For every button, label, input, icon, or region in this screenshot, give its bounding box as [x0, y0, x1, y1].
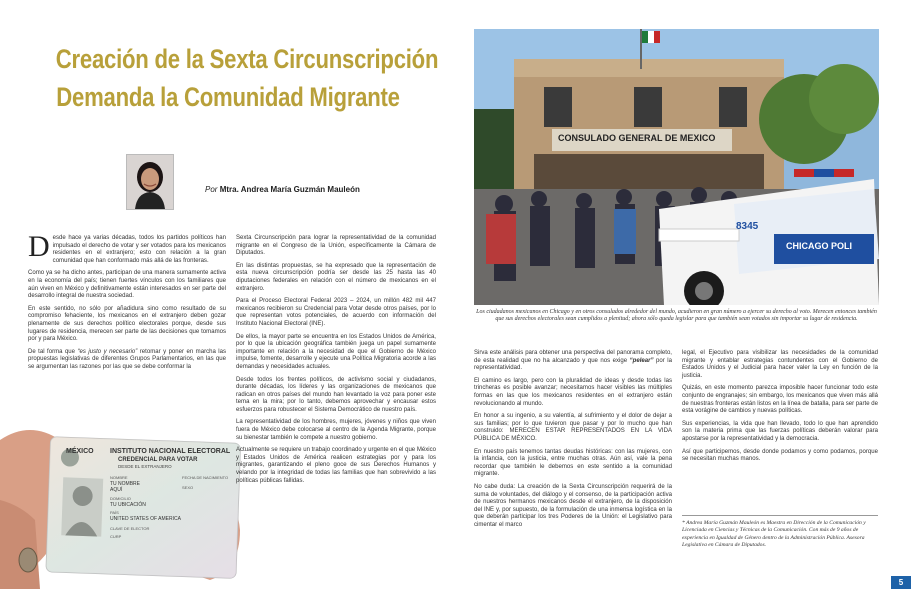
col1-p4-rest: retomar y poner en marcha las propuestas legislativas de diferentes Grupos Parlamentarios, en las que se argumentan las razones por las que se debe conformar la — [28, 348, 227, 370]
col2-paragraph-5: Desde todos los frentes políticos, de activismo social y ciudadanos, durante décadas, los líderes y las organizaciones de mexicanos que radican en otros países del mundo han levantado la voz para poner este tema en la mira; por lo tanto, debemos aprovechar y encausar estos esfuerzos para robustecer el Sistema Democrático de nuestro país. — [236, 376, 436, 413]
police-number: 8345 — [736, 221, 759, 232]
col2-paragraph-4: De ellos, la mayor parte se encuentra en los Estados Unidos de América, por lo que la ubicación geográfica también juega un papel sumamente importante en relación a la necesidad de que el Gobierno de México impulse, fomente, desarrolle y ejecute una Política Migratoria acorde a las demandas y necesidades actuales. — [236, 333, 436, 370]
police-text: CHICAGO POLI — [786, 241, 853, 251]
author-bio: * Andrea María Guzmán Mauleón es Maestra en Dirección de la Comunicación y Licenciada en Ciencias y Técnicas de la Comunicación. Con más de 9 años de experiencia en Igualdad de Género dentro de la Administración Pública. Asesora Legislativa en Cámara de Diputados. — [682, 520, 866, 548]
col1-p4-text: De tal forma que — [28, 348, 76, 355]
col2-paragraph-2: En las distintas propuestas, se ha expresado que la representación de esta nueva circunscripción podría ser desde las 25 hasta las 40 diputaciones federales en relación con el número de mexicanos en el extranjero. — [236, 262, 436, 292]
col3-p1-rest: por la representatividad. — [474, 357, 672, 372]
card-doc-sub: DESDE EL EXTRANJERO — [118, 464, 172, 469]
col1-paragraph-4 — [28, 349, 226, 372]
id-card-image — [0, 380, 250, 589]
col1-paragraph-1 — [28, 230, 226, 265]
consulate-sign: CONSULADO GENERAL DE MEXICO — [558, 133, 716, 143]
photo-caption: Los ciudadanos mexicanos en Chicago y en otros consulados alrededor del mundo, acudieron en gran número a ejercer su derecho al voto. Merecen entonces también que sus derechos electorales sean cumplidos a plenitud; ahora sólo queda legislar para que también sean votados sin importar su lugar de residencia. — [476, 309, 877, 323]
card-label-country: PAÍS — [110, 510, 119, 515]
col4-paragraph-1: legal, el Ejecutivo para visibilizar las necesidades de la comunidad migrante y entablar estrategias contundentes con el Gobierno de Estados Unidos y el Judicial para hacer valer la Ley en función de la justicia. — [682, 350, 878, 379]
col1-paragraph-3: En este sentido, no sólo por añadidura sino como resultado de su compromiso fehaciente, los mexicanos en el extranjero deben gozar plenamente de sus derechos político electorales porque, desde sus lugares de residencia, merecen ser parte de las decisiones que tomamos por y para México. — [28, 305, 226, 343]
card-doc-type: CREDENCIAL PARA VOTAR — [118, 457, 198, 463]
card-label-birth: FECHA DE NACIMIENTO — [182, 475, 229, 480]
card-label-name: NOMBRE — [110, 475, 128, 480]
card-country: MÉXICO — [66, 448, 94, 455]
col3-paragraph-3: En honor a su ingenio, a su valentía, al sufrimiento y el dolor de dejar a sus familias; por lo que tuvieron que pasar y por lo mucho que han construido: MERECEN ESTAR REPRESENTADOS EN LA VIDA PÚBLICA DE MÉXICO. — [474, 413, 672, 442]
col3-paragraph-2: El camino es largo, pero con la pluralidad de ideas y desde todas las trincheras es posible avanzar; necesitamos hacer visibles las múltiples formas en las que los mexicanos residentes en el extranjero están revolucionando al mundo. — [474, 377, 672, 407]
author-photo — [126, 154, 174, 210]
card-label-curp: CURP — [110, 534, 122, 539]
card-surname-1: TU NOMBRE — [110, 481, 140, 487]
col1-paragraph-2: Como ya se ha dicho antes, participan de una manera sumamente activa en la economía del país; tienen fuertes vínculos con los familiares que aún viven en México y definitivamente están interesados en ser parte del desarrollo integral de nuestra sociedad. — [28, 270, 226, 300]
card-location: TU UBICACIÓN — [110, 502, 146, 508]
card-label-sex: SEXO — [182, 485, 194, 490]
col4-paragraph-3: Sus experiencias, la vida que han llevado, todo lo que han aprendido son la materia prima que las fuerzas políticas deberán valorar para apostarse por la representatividad y la democracia. — [682, 420, 878, 442]
col2-paragraph-6: La representatividad de los hombres, mujeres, jóvenes y niños que viven fuera de México debe colocarse al centro de la Agenda Migrante, porque su bienestar también le compete a nuestro gobierno. — [236, 419, 436, 441]
col3-p1-emphasis: “pelear” — [629, 357, 654, 364]
text-column-2 — [236, 235, 436, 490]
col3-paragraph-1 — [474, 350, 672, 373]
col2-paragraph-3: Para el Proceso Electoral Federal 2023 – 2024, un millón 482 mil 447 mexicanos recibieron su Credencial para Votar desde otros países, por lo que representan votos potenciales, de acuerdo con información del Instituto Nacional Electoral (INE). — [236, 298, 436, 327]
col4-paragraph-4: Así que participemos, desde donde podamos y como podamos, porque se necesitan muchas manos. — [682, 448, 878, 463]
byline — [205, 185, 360, 194]
col2-paragraph-1: Sexta Circunscripción para lograr la representatividad de la comunidad migrante en el Congreso de la Unión, específicamente la Cámara de Diputados. — [236, 235, 436, 257]
drop-cap: D — [28, 230, 50, 263]
byline-prefix: Por — [205, 185, 218, 194]
col4-paragraph-2: Quizás, en este momento parezca imposible hacer funcionar todo este conjunto de engranajes; sin embargo, los mexicanos que viven más allá de nuestras fronteras están listos en la línea de batalla, para ser parte de esta vorágine de cambios y nuevas políticas. — [682, 385, 878, 415]
text-column-1 — [28, 230, 227, 377]
byline-author: Mtra. Andrea María Guzmán Mauleón — [219, 185, 360, 194]
col3-paragraph-4: En nuestro país tenemos tantas deudas históricas: con las mujeres, con la infancia, con la justicia, entre muchas otras. Aún así, vale la pena recordar que también le debemos en este sentido a la comunidad migrante. — [474, 448, 672, 478]
title-line-2: Demanda la Comunidad Migrante — [56, 82, 400, 112]
card-surname-2: AQUÍ — [110, 487, 123, 493]
col3-p1-text: Sirva este análisis para obtener una perspectiva del panorama completo, de esta realidad que no ha alcanzado y que nos exige — [474, 350, 672, 364]
card-country-value: UNITED STATES OF AMERICA — [110, 516, 181, 522]
card-label-key: CLAVE DE ELECTOR — [110, 526, 150, 531]
text-column-3 — [474, 350, 672, 534]
col2-paragraph-7: Actualmente se requiere un trabajo coordinado y urgente en el que México y Estados Unidos de América realicen estrategias por y para los migrantes, garantizando el pleno goce de sus Derechos Humanos y velando por la integridad de todas las familias que han sobrevivido a las políticas públicas fallidas. — [236, 447, 437, 484]
title-line-1: Creación de la Sexta Circunscripción — [55, 44, 439, 74]
hero-photo — [474, 29, 879, 305]
article-title — [55, 40, 439, 116]
card-institute: INSTITUTO NACIONAL ELECTORAL — [110, 448, 231, 455]
card-label-address: DOMICILIO — [110, 496, 131, 501]
page-number: 5 — [891, 576, 911, 589]
col3-paragraph-5: No cabe duda: La creación de la Sexta Circunscripción requerirá de la suma de voluntades, del diálogo y el consenso, de la participación activa de nuestros hermanos mexicanos desde el extranjero, de la disposición del INE y, por supuesto, de la formulación de una inmensa logística en la que deberán participar los tres Poderes de la Unión: el Legislativo para cimentar el marco — [474, 483, 672, 528]
col1-p4-emphasis: “es justo y necesario” — [77, 348, 138, 355]
col1-p1-text: esde hace ya varias décadas, todos los partidos políticos han impulsado el derecho de votar y ser votados para los mexicanos residentes en el extranjero; esto con relación a la gran comunidad que han conformado más allá de las fronteras. — [52, 235, 226, 264]
text-column-4 — [682, 350, 878, 469]
bio-separator — [682, 515, 878, 516]
